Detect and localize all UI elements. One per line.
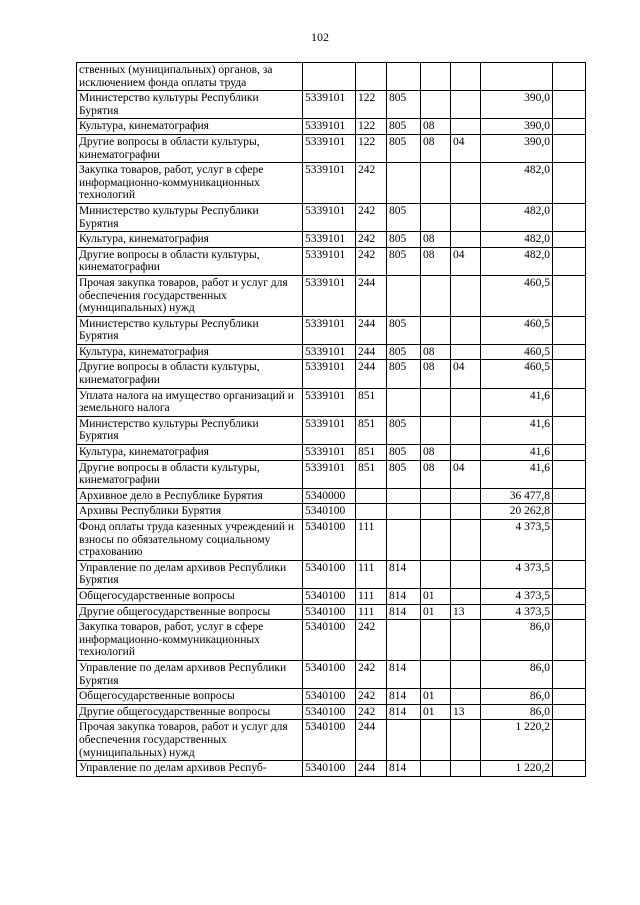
section-cell bbox=[421, 91, 451, 119]
empty-cell bbox=[553, 504, 586, 520]
amount-cell: 41,6 bbox=[481, 388, 553, 416]
expense-type-cell: 111 bbox=[356, 520, 387, 561]
target-article-cell: 5340100 bbox=[303, 560, 356, 588]
subsection-cell bbox=[451, 119, 481, 135]
section-cell: 01 bbox=[421, 588, 451, 604]
subsection-cell bbox=[451, 344, 481, 360]
ministry-code-cell: 805 bbox=[387, 360, 421, 388]
target-article-cell: 5339101 bbox=[303, 416, 356, 444]
table-row bbox=[77, 488, 586, 504]
amount-cell: 482,0 bbox=[481, 203, 553, 231]
section-cell: 01 bbox=[421, 689, 451, 705]
target-article-cell: 5339101 bbox=[303, 203, 356, 231]
ministry-code-cell: 805 bbox=[387, 247, 421, 275]
subsection-cell: 04 bbox=[451, 247, 481, 275]
empty-cell bbox=[553, 247, 586, 275]
target-article-cell: 5340100 bbox=[303, 689, 356, 705]
subsection-cell: 13 bbox=[451, 704, 481, 720]
expense-type-cell: 244 bbox=[356, 360, 387, 388]
section-cell bbox=[421, 416, 451, 444]
table-row bbox=[77, 344, 586, 360]
ministry-code-cell: 805 bbox=[387, 119, 421, 135]
ministry-code-cell: 814 bbox=[387, 660, 421, 688]
row-name-cell: Культура, кинематография bbox=[77, 445, 303, 461]
table-row bbox=[77, 689, 586, 705]
target-article-cell: 5339101 bbox=[303, 247, 356, 275]
amount-cell: 41,6 bbox=[481, 416, 553, 444]
subsection-cell: 04 bbox=[451, 460, 481, 488]
empty-cell bbox=[553, 232, 586, 248]
row-name-cell: Другие общегосударственные вопросы bbox=[77, 604, 303, 620]
table-row bbox=[77, 163, 586, 204]
amount-cell: 4 373,5 bbox=[481, 560, 553, 588]
ministry-code-cell: 805 bbox=[387, 460, 421, 488]
section-cell bbox=[421, 504, 451, 520]
expense-type-cell: 242 bbox=[356, 232, 387, 248]
empty-cell bbox=[553, 604, 586, 620]
subsection-cell bbox=[451, 445, 481, 461]
row-name-cell: Министерство культуры Республики Бурятия bbox=[77, 416, 303, 444]
section-cell bbox=[421, 388, 451, 416]
amount-cell: 86,0 bbox=[481, 704, 553, 720]
ministry-code-cell bbox=[387, 163, 421, 204]
expense-type-cell: 122 bbox=[356, 119, 387, 135]
ministry-code-cell: 805 bbox=[387, 416, 421, 444]
table-row bbox=[77, 604, 586, 620]
subsection-cell bbox=[451, 488, 481, 504]
empty-cell bbox=[553, 689, 586, 705]
empty-cell bbox=[553, 720, 586, 761]
target-article-cell: 5340100 bbox=[303, 660, 356, 688]
subsection-cell bbox=[451, 163, 481, 204]
empty-cell bbox=[553, 520, 586, 561]
row-name-cell: Другие вопросы в области культуры, кинематографии bbox=[77, 247, 303, 275]
empty-cell bbox=[553, 91, 586, 119]
subsection-cell bbox=[451, 275, 481, 316]
target-article-cell bbox=[303, 63, 356, 91]
table-row bbox=[77, 119, 586, 135]
row-name-cell: Культура, кинематография bbox=[77, 119, 303, 135]
table-row bbox=[77, 460, 586, 488]
section-cell: 08 bbox=[421, 232, 451, 248]
subsection-cell bbox=[451, 560, 481, 588]
row-name-cell: Другие общегосударственные вопросы bbox=[77, 704, 303, 720]
subsection-cell bbox=[451, 588, 481, 604]
target-article-cell: 5340100 bbox=[303, 504, 356, 520]
empty-cell bbox=[553, 460, 586, 488]
section-cell bbox=[421, 203, 451, 231]
amount-cell: 4 373,5 bbox=[481, 520, 553, 561]
target-article-cell: 5339101 bbox=[303, 232, 356, 248]
amount-cell: 41,6 bbox=[481, 460, 553, 488]
table-row bbox=[77, 720, 586, 761]
ministry-code-cell: 814 bbox=[387, 704, 421, 720]
section-cell bbox=[421, 660, 451, 688]
ministry-code-cell: 814 bbox=[387, 588, 421, 604]
ministry-code-cell: 814 bbox=[387, 604, 421, 620]
row-name-cell: Закупка товаров, работ, услуг в сфере информационно-коммуникационных технологий bbox=[77, 163, 303, 204]
target-article-cell: 5339101 bbox=[303, 344, 356, 360]
empty-cell bbox=[553, 445, 586, 461]
ministry-code-cell bbox=[387, 63, 421, 91]
target-article-cell: 5339101 bbox=[303, 360, 356, 388]
row-name-cell: Управление по делам архивов Республики Бурятия bbox=[77, 560, 303, 588]
ministry-code-cell bbox=[387, 520, 421, 561]
row-name-cell: Общегосударственные вопросы bbox=[77, 588, 303, 604]
target-article-cell: 5340100 bbox=[303, 520, 356, 561]
amount-cell: 460,5 bbox=[481, 344, 553, 360]
subsection-cell bbox=[451, 416, 481, 444]
amount-cell: 390,0 bbox=[481, 134, 553, 162]
subsection-cell bbox=[451, 316, 481, 344]
section-cell bbox=[421, 560, 451, 588]
table-row bbox=[77, 63, 586, 91]
ministry-code-cell: 805 bbox=[387, 91, 421, 119]
ministry-code-cell: 814 bbox=[387, 689, 421, 705]
target-article-cell: 5339101 bbox=[303, 388, 356, 416]
table-row bbox=[77, 316, 586, 344]
empty-cell bbox=[553, 416, 586, 444]
empty-cell bbox=[553, 488, 586, 504]
row-name-cell: Культура, кинематография bbox=[77, 232, 303, 248]
expense-type-cell: 244 bbox=[356, 761, 387, 777]
budget-table-body bbox=[77, 63, 586, 777]
target-article-cell: 5340100 bbox=[303, 761, 356, 777]
target-article-cell: 5340100 bbox=[303, 604, 356, 620]
amount-cell: 41,6 bbox=[481, 445, 553, 461]
expense-type-cell: 111 bbox=[356, 604, 387, 620]
expense-type-cell: 122 bbox=[356, 134, 387, 162]
expense-type-cell: 244 bbox=[356, 316, 387, 344]
target-article-cell: 5339101 bbox=[303, 460, 356, 488]
subsection-cell: 04 bbox=[451, 134, 481, 162]
row-name-cell: Фонд оплаты труда казенных учреждений и взносы по обязательному социальному страхованию bbox=[77, 520, 303, 561]
row-name-cell: Другие вопросы в области культуры, кинематографии bbox=[77, 460, 303, 488]
amount-cell: 482,0 bbox=[481, 232, 553, 248]
row-name-cell: Прочая закупка товаров, работ и услуг для обеспечения государственных (муниципальных) нужд bbox=[77, 720, 303, 761]
table-row bbox=[77, 560, 586, 588]
expense-type-cell: 851 bbox=[356, 445, 387, 461]
empty-cell bbox=[553, 360, 586, 388]
page-number: 102 bbox=[311, 30, 329, 44]
target-article-cell: 5340100 bbox=[303, 588, 356, 604]
table-row bbox=[77, 232, 586, 248]
row-name-cell: Уплата налога на имущество организаций и земельного налога bbox=[77, 388, 303, 416]
subsection-cell bbox=[451, 63, 481, 91]
expense-type-cell bbox=[356, 504, 387, 520]
expense-type-cell: 242 bbox=[356, 620, 387, 661]
ministry-code-cell: 805 bbox=[387, 344, 421, 360]
row-name-cell: Министерство культуры Республики Бурятия bbox=[77, 91, 303, 119]
subsection-cell bbox=[451, 620, 481, 661]
target-article-cell: 5340100 bbox=[303, 704, 356, 720]
section-cell bbox=[421, 275, 451, 316]
section-cell: 08 bbox=[421, 344, 451, 360]
expense-type-cell: 242 bbox=[356, 704, 387, 720]
expense-type-cell: 244 bbox=[356, 720, 387, 761]
table-row bbox=[77, 704, 586, 720]
subsection-cell bbox=[451, 660, 481, 688]
ministry-code-cell bbox=[387, 720, 421, 761]
section-cell bbox=[421, 163, 451, 204]
amount-cell: 482,0 bbox=[481, 163, 553, 204]
amount-cell: 1 220,2 bbox=[481, 720, 553, 761]
row-name-cell: Другие вопросы в области культуры, кинематографии bbox=[77, 360, 303, 388]
row-name-cell: ственных (муниципальных) органов, за исключением фонда оплаты труда bbox=[77, 63, 303, 91]
empty-cell bbox=[553, 316, 586, 344]
expense-type-cell: 244 bbox=[356, 344, 387, 360]
section-cell: 08 bbox=[421, 445, 451, 461]
empty-cell bbox=[553, 63, 586, 91]
ministry-code-cell: 805 bbox=[387, 232, 421, 248]
empty-cell bbox=[553, 275, 586, 316]
row-name-cell: Архивное дело в Республике Бурятия bbox=[77, 488, 303, 504]
empty-cell bbox=[553, 134, 586, 162]
ministry-code-cell bbox=[387, 620, 421, 661]
empty-cell bbox=[553, 704, 586, 720]
ministry-code-cell: 805 bbox=[387, 445, 421, 461]
table-row bbox=[77, 660, 586, 688]
amount-cell: 460,5 bbox=[481, 360, 553, 388]
target-article-cell: 5340100 bbox=[303, 720, 356, 761]
expense-type-cell: 851 bbox=[356, 416, 387, 444]
row-name-cell: Другие вопросы в области культуры, кинематографии bbox=[77, 134, 303, 162]
empty-cell bbox=[553, 761, 586, 777]
subsection-cell bbox=[451, 689, 481, 705]
table-row bbox=[77, 416, 586, 444]
target-article-cell: 5339101 bbox=[303, 91, 356, 119]
section-cell: 08 bbox=[421, 247, 451, 275]
target-article-cell: 5340000 bbox=[303, 488, 356, 504]
amount-cell: 36 477,8 bbox=[481, 488, 553, 504]
subsection-cell bbox=[451, 504, 481, 520]
section-cell: 08 bbox=[421, 460, 451, 488]
empty-cell bbox=[553, 119, 586, 135]
table-row bbox=[77, 247, 586, 275]
target-article-cell: 5339101 bbox=[303, 134, 356, 162]
row-name-cell: Управление по делам архивов Республики Бурятия bbox=[77, 660, 303, 688]
section-cell bbox=[421, 761, 451, 777]
subsection-cell bbox=[451, 203, 481, 231]
amount-cell: 86,0 bbox=[481, 620, 553, 661]
expense-type-cell: 244 bbox=[356, 275, 387, 316]
row-name-cell: Министерство культуры Республики Бурятия bbox=[77, 203, 303, 231]
empty-cell bbox=[553, 344, 586, 360]
ministry-code-cell: 814 bbox=[387, 761, 421, 777]
row-name-cell: Прочая закупка товаров, работ и услуг для обеспечения государственных (муниципальных) нужд bbox=[77, 275, 303, 316]
budget-table bbox=[76, 62, 586, 777]
empty-cell bbox=[553, 620, 586, 661]
table-row bbox=[77, 620, 586, 661]
table-row bbox=[77, 445, 586, 461]
amount-cell: 4 373,5 bbox=[481, 604, 553, 620]
amount-cell: 86,0 bbox=[481, 660, 553, 688]
row-name-cell: Министерство культуры Республики Бурятия bbox=[77, 316, 303, 344]
table-row bbox=[77, 275, 586, 316]
ministry-code-cell: 805 bbox=[387, 134, 421, 162]
expense-type-cell: 111 bbox=[356, 588, 387, 604]
section-cell: 01 bbox=[421, 704, 451, 720]
amount-cell: 390,0 bbox=[481, 119, 553, 135]
row-name-cell: Культура, кинематография bbox=[77, 344, 303, 360]
ministry-code-cell bbox=[387, 388, 421, 416]
expense-type-cell: 851 bbox=[356, 388, 387, 416]
amount-cell: 390,0 bbox=[481, 91, 553, 119]
expense-type-cell: 851 bbox=[356, 460, 387, 488]
table-row bbox=[77, 134, 586, 162]
table-row bbox=[77, 588, 586, 604]
table-row bbox=[77, 761, 586, 777]
section-cell: 08 bbox=[421, 134, 451, 162]
amount-cell bbox=[481, 63, 553, 91]
ministry-code-cell: 805 bbox=[387, 316, 421, 344]
section-cell bbox=[421, 720, 451, 761]
target-article-cell: 5339101 bbox=[303, 163, 356, 204]
expense-type-cell: 122 bbox=[356, 91, 387, 119]
amount-cell: 1 220,2 bbox=[481, 761, 553, 777]
expense-type-cell: 242 bbox=[356, 203, 387, 231]
amount-cell: 482,0 bbox=[481, 247, 553, 275]
subsection-cell bbox=[451, 232, 481, 248]
row-name-cell: Закупка товаров, работ, услуг в сфере информационно-коммуникационных технологий bbox=[77, 620, 303, 661]
empty-cell bbox=[553, 388, 586, 416]
amount-cell: 4 373,5 bbox=[481, 588, 553, 604]
expense-type-cell: 242 bbox=[356, 660, 387, 688]
section-cell: 01 bbox=[421, 604, 451, 620]
subsection-cell bbox=[451, 720, 481, 761]
amount-cell: 20 262,8 bbox=[481, 504, 553, 520]
amount-cell: 460,5 bbox=[481, 316, 553, 344]
ministry-code-cell: 814 bbox=[387, 560, 421, 588]
expense-type-cell: 111 bbox=[356, 560, 387, 588]
subsection-cell bbox=[451, 761, 481, 777]
table-row bbox=[77, 91, 586, 119]
target-article-cell: 5339101 bbox=[303, 119, 356, 135]
section-cell: 08 bbox=[421, 119, 451, 135]
section-cell bbox=[421, 316, 451, 344]
expense-type-cell: 242 bbox=[356, 689, 387, 705]
subsection-cell bbox=[451, 520, 481, 561]
expense-type-cell bbox=[356, 63, 387, 91]
section-cell bbox=[421, 620, 451, 661]
empty-cell bbox=[553, 588, 586, 604]
ministry-code-cell bbox=[387, 275, 421, 316]
table-row bbox=[77, 520, 586, 561]
target-article-cell: 5339101 bbox=[303, 275, 356, 316]
ministry-code-cell bbox=[387, 488, 421, 504]
expense-type-cell: 242 bbox=[356, 247, 387, 275]
subsection-cell: 04 bbox=[451, 360, 481, 388]
target-article-cell: 5339101 bbox=[303, 316, 356, 344]
empty-cell bbox=[553, 163, 586, 204]
expense-type-cell: 242 bbox=[356, 163, 387, 204]
empty-cell bbox=[553, 660, 586, 688]
target-article-cell: 5340100 bbox=[303, 620, 356, 661]
row-name-cell: Архивы Республики Бурятия bbox=[77, 504, 303, 520]
amount-cell: 86,0 bbox=[481, 689, 553, 705]
row-name-cell: Общегосударственные вопросы bbox=[77, 689, 303, 705]
amount-cell: 460,5 bbox=[481, 275, 553, 316]
empty-cell bbox=[553, 560, 586, 588]
subsection-cell bbox=[451, 91, 481, 119]
table-row bbox=[77, 203, 586, 231]
expense-type-cell bbox=[356, 488, 387, 504]
row-name-cell: Управление по делам архивов Респуб- bbox=[77, 761, 303, 777]
table-row bbox=[77, 360, 586, 388]
subsection-cell bbox=[451, 388, 481, 416]
ministry-code-cell bbox=[387, 504, 421, 520]
subsection-cell: 13 bbox=[451, 604, 481, 620]
section-cell bbox=[421, 520, 451, 561]
ministry-code-cell: 805 bbox=[387, 203, 421, 231]
table-row bbox=[77, 504, 586, 520]
section-cell: 08 bbox=[421, 360, 451, 388]
table-row bbox=[77, 388, 586, 416]
empty-cell bbox=[553, 203, 586, 231]
target-article-cell: 5339101 bbox=[303, 445, 356, 461]
section-cell bbox=[421, 63, 451, 91]
section-cell bbox=[421, 488, 451, 504]
